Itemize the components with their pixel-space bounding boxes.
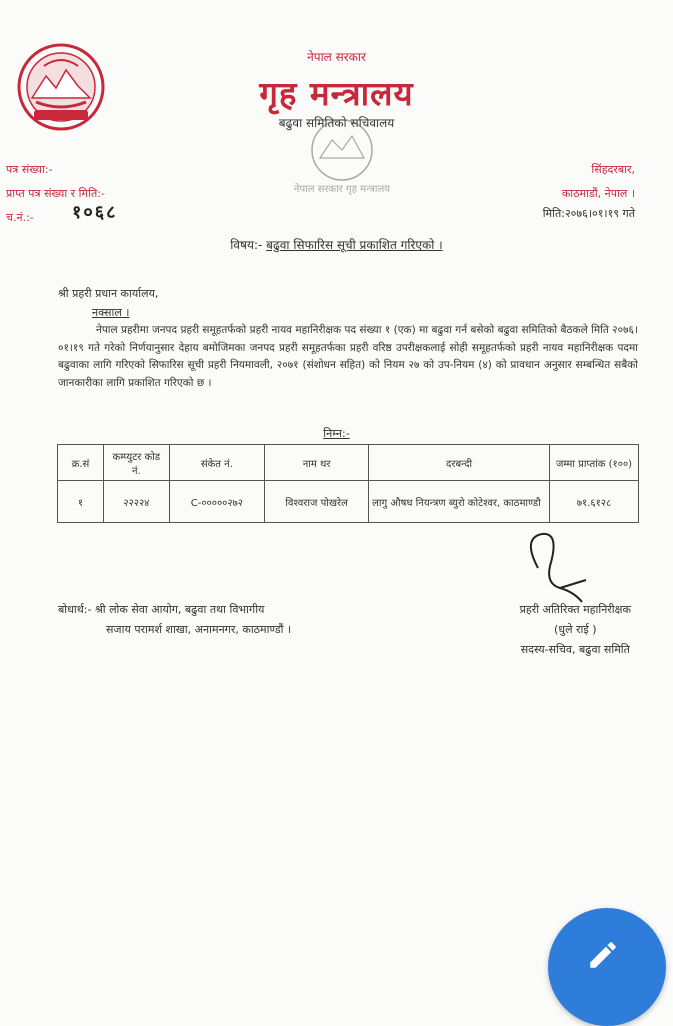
subject-label: विषय:-	[230, 238, 263, 252]
cc-line-2: सजाय परामर्श शाखा, अनामनगर, काठमाण्डौं ।	[106, 623, 292, 636]
col-name: नाम थर	[265, 445, 369, 481]
list-title: निम्न:-	[323, 427, 350, 440]
signer-name: (धुले राई )	[554, 623, 597, 636]
ministry-title: गृह मन्त्रालय	[259, 74, 414, 113]
signature-icon	[520, 528, 600, 608]
pencil-icon	[586, 938, 620, 972]
col-total-marks: जम्मा प्राप्तांक (१००)	[550, 445, 639, 481]
cell-symbol-no: C-०००००२७२	[169, 481, 264, 523]
cell-post: लागु औषध नियन्त्रण ब्युरो कोटेश्वर, काठमाण्डौ	[369, 481, 550, 523]
location-line-1: सिंहदरबार,	[591, 163, 635, 176]
letter-date: मिति:२०७६।०१।१९ गते	[542, 207, 635, 220]
dispatch-no-label: च.नं.:-	[6, 211, 34, 224]
cell-name: विश्वराज पोखरेल	[265, 481, 369, 523]
letter-no-label: पत्र संख्या:-	[6, 163, 53, 176]
recipient-location: नक्साल ।	[92, 306, 130, 319]
dispatch-number: १०६८	[72, 202, 118, 223]
cell-total-marks: ७१.६१२८	[550, 481, 639, 523]
table-header-row	[58, 445, 639, 481]
col-serial-no: क्र.सं	[58, 445, 104, 481]
subject-line	[0, 236, 673, 253]
government-heading: नेपाल सरकार	[307, 50, 366, 64]
office-stamp-icon	[292, 110, 392, 220]
subject-text: बढुवा सिफारिस सूची प्रकाशित गरिएको ।	[266, 238, 443, 252]
cell-serial-no: १	[58, 481, 104, 523]
signer-block	[520, 600, 631, 660]
location-line-2: काठमाडौं, नेपाल ।	[561, 187, 635, 200]
col-symbol-no: संकेत नं.	[169, 445, 264, 481]
secretariat-subtitle: बढुवा समितिको सचिवालय	[278, 116, 395, 130]
cc-block	[58, 600, 291, 640]
letter-body: नेपाल प्रहरीमा जनपद प्रहरी समूहतर्फको प्रहरी नायव महानिरीक्षक पद संख्या १ (एक) मा बढुवा गर्न बसेको बढुवा समितिको बैठकले मिति २०७६।०१।१९ गते गरेको निर्णयानुसार देहाय बमोजिमका जनपद प्रहरी समूहतर्फका प्रहरी वरिष्ठ उपरीक्षकलाई सोही समूहतर्फको प्रहरी नायव महानिरीक्षक पदमा बढुवाका लागि गरिएको सिफारिस सूची प्रहरी नियमावली, २०७१ (संशोधन सहित) को नियम २७ को उप-नियम (४) को प्रावधान अनुसार सम्बन्धित सबैको जानकारीका लागि प्रकाशित गरिएको छ ।	[58, 324, 638, 389]
cell-computer-code: २२२२४	[104, 481, 170, 523]
signer-role: सदस्य-सचिव, बढुवा समिति	[520, 643, 630, 656]
stamp-text: नेपाल सरकार गृह मन्त्रालय	[293, 184, 391, 195]
cc-line-1: बोधार्थ:- श्री लोक सेवा आयोग, बढुवा तथा विभागीय	[58, 603, 265, 616]
col-post: दरबन्दी	[369, 445, 550, 481]
table-row	[58, 481, 639, 523]
col-computer-code: कम्प्युटर कोड नं.	[104, 445, 170, 481]
edit-fab-button[interactable]	[548, 908, 666, 1026]
recipient-office: श्री प्रहरी प्रधान कार्यालय,	[58, 287, 159, 300]
recommendation-table	[57, 444, 639, 523]
received-letter-label: प्राप्त पत्र संख्या र मिति:-	[6, 187, 105, 200]
signer-title: प्रहरी अतिरिक्त महानिरीक्षक	[519, 603, 631, 616]
